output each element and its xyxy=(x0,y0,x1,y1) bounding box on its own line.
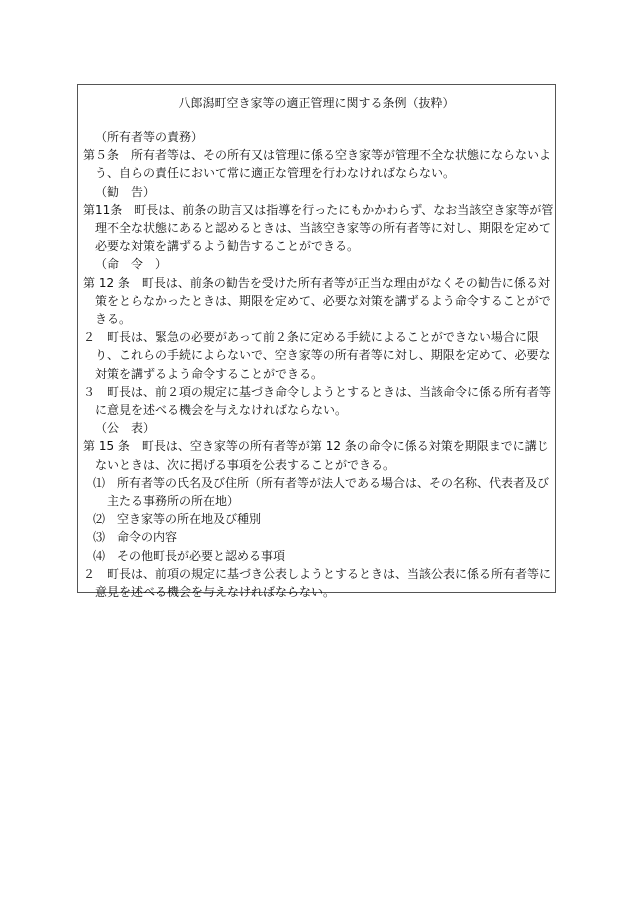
article-12: 第 12 条 町長は、前条の勧告を受けた所有者等が正当な理由がなくその勧告に係る対策をとらなかったときは、期限を定めて、必要な対策を講ずるよう命令することができる。 xyxy=(83,275,551,327)
ordinance-excerpt-box xyxy=(77,84,556,600)
article-15-item-3: ⑶ 命令の内容 xyxy=(93,530,178,545)
caption-order: （命 令 ） xyxy=(95,257,168,272)
caption-publication: （公 表） xyxy=(95,421,156,436)
article-12-paragraph-2: ２ 町長は、緊急の必要があって前２条に定める手続によることができない場合に限り、これらの手続によらないで、空き家等の所有者等に対し、期限を定めて、必要な対策を講ずるよう命令することができる。 xyxy=(83,330,551,381)
article-15-item-4: ⑷ その他町長が必要と認める事項 xyxy=(93,548,286,563)
article-5: 第５条 所有者等は、その所有又は管理に係る空き家等が管理不全な状態にならないよう、自らの責任において常に適正な管理を行わなければならない。 xyxy=(83,148,552,181)
caption-recommendation: （勧 告） xyxy=(95,184,156,199)
article-15-item-1: ⑴ 所有者等の氏名及び住所（所有者等が法人である場合は、その名称、代表者及び主たる事務所の所在地） xyxy=(93,475,550,509)
article-15: 第 15 条 町長は、空き家等の所有者等が第 12 条の命令に係る対策を期限までに講じないときは、次に掲げる事項を公表することができる。 xyxy=(83,439,549,472)
article-15-item-2: ⑵ 空き家等の所在地及び種別 xyxy=(93,512,262,527)
article-11: 第11条 町長は、前条の助言又は指導を行ったにもかかわらず、なお当該空き家等が管理不全な状態にあると認めるときは、当該空き家等の所有者等に対し、期限を定めて必要な対策を講ずるよう勧告することができる。 xyxy=(83,202,554,254)
article-15-paragraph-2: ２ 町長は、前項の規定に基づき公表しようとするときは、当該公表に係る所有者等に意見を述べる機会を与えなければならない。 xyxy=(83,566,552,600)
caption-owner-duty: （所有者等の責務） xyxy=(95,130,204,144)
ordinance-body xyxy=(83,128,555,601)
article-12-paragraph-3: ３ 町長は、前２項の規定に基づき命令しようとするときは、当該命令に係る所有者等に意見を述べる機会を与えなければならない。 xyxy=(83,384,552,418)
document-title: 八郎潟町空き家等の適正管理に関する条例（抜粋） xyxy=(178,96,455,110)
